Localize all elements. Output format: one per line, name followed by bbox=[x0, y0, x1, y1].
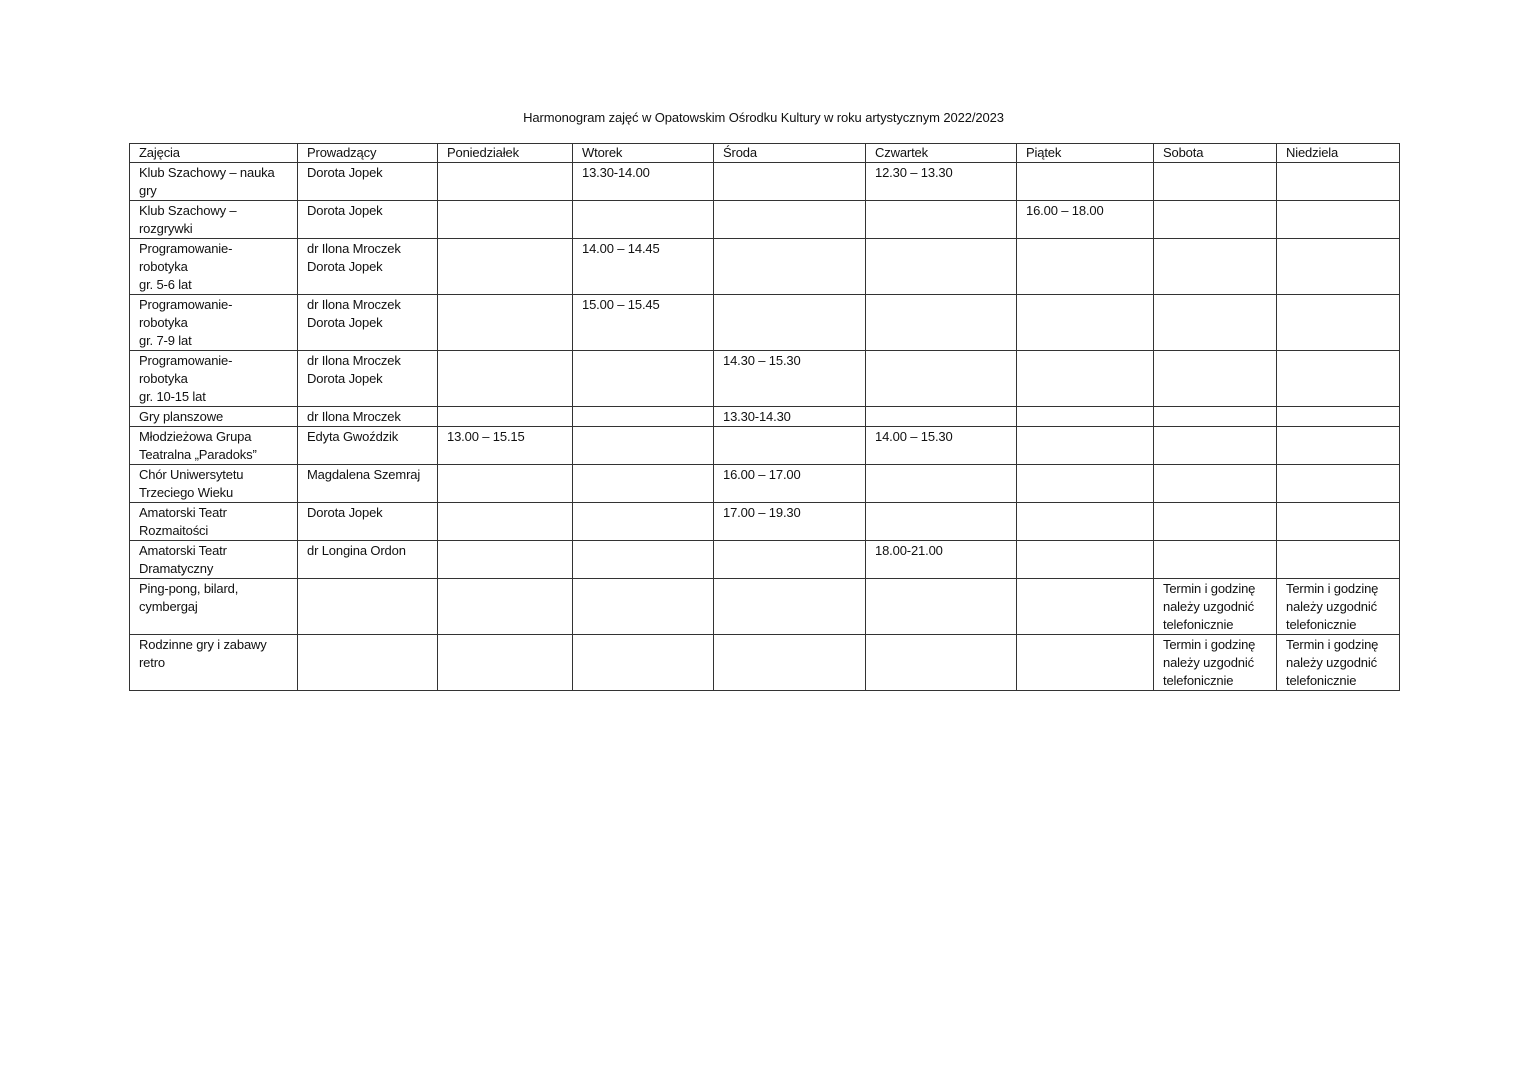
cell-sobota bbox=[1154, 295, 1277, 351]
cell-czwartek bbox=[866, 503, 1017, 541]
cell-sroda bbox=[714, 541, 866, 579]
cell-piatek bbox=[1017, 407, 1154, 427]
cell-poniedzialek bbox=[438, 201, 573, 239]
cell-sobota bbox=[1154, 427, 1277, 465]
cell-niedziela: Termin i godzinę należy uzgodnić telefonicznie bbox=[1277, 635, 1400, 691]
cell-poniedzialek bbox=[438, 295, 573, 351]
table-row bbox=[130, 465, 1400, 503]
cell-sobota bbox=[1154, 351, 1277, 407]
cell-sroda: 13.30-14.30 bbox=[714, 407, 866, 427]
cell-wtorek bbox=[573, 465, 714, 503]
cell-wtorek bbox=[573, 635, 714, 691]
cell-wtorek: 13.30-14.00 bbox=[573, 163, 714, 201]
cell-sobota bbox=[1154, 407, 1277, 427]
cell-czwartek bbox=[866, 239, 1017, 295]
cell-prowadzacy: dr Ilona Mroczek Dorota Jopek bbox=[298, 295, 438, 351]
cell-prowadzacy: Edyta Gwoździk bbox=[298, 427, 438, 465]
table-row bbox=[130, 427, 1400, 465]
cell-piatek bbox=[1017, 503, 1154, 541]
cell-sobota: Termin i godzinę należy uzgodnić telefonicznie bbox=[1154, 635, 1277, 691]
cell-prowadzacy: dr Ilona Mroczek Dorota Jopek bbox=[298, 239, 438, 295]
document-title: Harmonogram zajęć w Opatowskim Ośrodku Kultury w roku artystycznym 2022/2023 bbox=[523, 110, 1004, 125]
cell-niedziela bbox=[1277, 541, 1400, 579]
cell-niedziela bbox=[1277, 295, 1400, 351]
cell-prowadzacy: dr Ilona Mroczek Dorota Jopek bbox=[298, 351, 438, 407]
cell-niedziela bbox=[1277, 503, 1400, 541]
cell-zajecia: Programowanie- robotyka gr. 5-6 lat bbox=[130, 239, 298, 295]
cell-czwartek bbox=[866, 579, 1017, 635]
cell-czwartek: 12.30 – 13.30 bbox=[866, 163, 1017, 201]
cell-czwartek: 18.00-21.00 bbox=[866, 541, 1017, 579]
header-cell-poniedzialek: Poniedziałek bbox=[438, 144, 573, 163]
cell-zajecia: Młodzieżowa Grupa Teatralna „Paradoks” bbox=[130, 427, 298, 465]
header-cell-prowadzacy: Prowadzący bbox=[298, 144, 438, 163]
table-row bbox=[130, 407, 1400, 427]
cell-piatek bbox=[1017, 579, 1154, 635]
cell-niedziela bbox=[1277, 465, 1400, 503]
cell-sobota bbox=[1154, 541, 1277, 579]
cell-piatek bbox=[1017, 163, 1154, 201]
header-cell-piatek: Piątek bbox=[1017, 144, 1154, 163]
cell-piatek bbox=[1017, 295, 1154, 351]
cell-prowadzacy: dr Longina Ordon bbox=[298, 541, 438, 579]
cell-sroda: 17.00 – 19.30 bbox=[714, 503, 866, 541]
cell-sroda bbox=[714, 295, 866, 351]
header-cell-sobota: Sobota bbox=[1154, 144, 1277, 163]
cell-prowadzacy: Dorota Jopek bbox=[298, 503, 438, 541]
table-row bbox=[130, 579, 1400, 635]
cell-piatek bbox=[1017, 351, 1154, 407]
cell-czwartek bbox=[866, 295, 1017, 351]
cell-sroda bbox=[714, 579, 866, 635]
cell-zajecia: Amatorski Teatr Rozmaitości bbox=[130, 503, 298, 541]
header-cell-zajecia: Zajęcia bbox=[130, 144, 298, 163]
cell-sobota bbox=[1154, 239, 1277, 295]
cell-niedziela bbox=[1277, 427, 1400, 465]
cell-niedziela bbox=[1277, 239, 1400, 295]
cell-sroda bbox=[714, 635, 866, 691]
cell-zajecia: Klub Szachowy – rozgrywki bbox=[130, 201, 298, 239]
cell-sroda bbox=[714, 239, 866, 295]
cell-sroda bbox=[714, 201, 866, 239]
cell-sobota bbox=[1154, 163, 1277, 201]
cell-poniedzialek bbox=[438, 351, 573, 407]
schedule-body bbox=[130, 163, 1400, 691]
cell-prowadzacy: Magdalena Szemraj bbox=[298, 465, 438, 503]
cell-prowadzacy bbox=[298, 579, 438, 635]
cell-wtorek bbox=[573, 407, 714, 427]
table-row bbox=[130, 163, 1400, 201]
cell-zajecia: Klub Szachowy – nauka gry bbox=[130, 163, 298, 201]
cell-poniedzialek bbox=[438, 239, 573, 295]
cell-sroda bbox=[714, 427, 866, 465]
header-cell-niedziela: Niedziela bbox=[1277, 144, 1400, 163]
cell-zajecia: Amatorski Teatr Dramatyczny bbox=[130, 541, 298, 579]
cell-piatek bbox=[1017, 635, 1154, 691]
table-row bbox=[130, 503, 1400, 541]
cell-zajecia: Programowanie- robotyka gr. 7-9 lat bbox=[130, 295, 298, 351]
cell-piatek bbox=[1017, 541, 1154, 579]
header-cell-sroda: Środa bbox=[714, 144, 866, 163]
cell-wtorek bbox=[573, 351, 714, 407]
cell-piatek: 16.00 – 18.00 bbox=[1017, 201, 1154, 239]
cell-zajecia: Gry planszowe bbox=[130, 407, 298, 427]
cell-wtorek bbox=[573, 579, 714, 635]
cell-poniedzialek bbox=[438, 465, 573, 503]
cell-wtorek bbox=[573, 541, 714, 579]
cell-sroda bbox=[714, 163, 866, 201]
cell-piatek bbox=[1017, 239, 1154, 295]
cell-prowadzacy: dr Ilona Mroczek bbox=[298, 407, 438, 427]
cell-wtorek: 14.00 – 14.45 bbox=[573, 239, 714, 295]
cell-poniedzialek bbox=[438, 407, 573, 427]
cell-poniedzialek: 13.00 – 15.15 bbox=[438, 427, 573, 465]
cell-prowadzacy: Dorota Jopek bbox=[298, 201, 438, 239]
table-row bbox=[130, 351, 1400, 407]
cell-zajecia: Programowanie- robotyka gr. 10-15 lat bbox=[130, 351, 298, 407]
cell-zajecia: Ping-pong, bilard, cymbergaj bbox=[130, 579, 298, 635]
cell-wtorek bbox=[573, 503, 714, 541]
cell-czwartek bbox=[866, 201, 1017, 239]
cell-poniedzialek bbox=[438, 541, 573, 579]
cell-wtorek: 15.00 – 15.45 bbox=[573, 295, 714, 351]
header-cell-wtorek: Wtorek bbox=[573, 144, 714, 163]
cell-sroda: 14.30 – 15.30 bbox=[714, 351, 866, 407]
cell-sobota bbox=[1154, 201, 1277, 239]
cell-sobota bbox=[1154, 503, 1277, 541]
cell-prowadzacy bbox=[298, 635, 438, 691]
cell-niedziela bbox=[1277, 351, 1400, 407]
schedule-table bbox=[129, 143, 1400, 691]
cell-zajecia: Chór Uniwersytetu Trzeciego Wieku bbox=[130, 465, 298, 503]
cell-czwartek bbox=[866, 351, 1017, 407]
header-cell-czwartek: Czwartek bbox=[866, 144, 1017, 163]
table-row bbox=[130, 239, 1400, 295]
table-row bbox=[130, 541, 1400, 579]
cell-poniedzialek bbox=[438, 163, 573, 201]
table-row bbox=[130, 635, 1400, 691]
cell-zajecia: Rodzinne gry i zabawy retro bbox=[130, 635, 298, 691]
cell-niedziela: Termin i godzinę należy uzgodnić telefonicznie bbox=[1277, 579, 1400, 635]
cell-sroda: 16.00 – 17.00 bbox=[714, 465, 866, 503]
header-row bbox=[130, 144, 1400, 163]
cell-piatek bbox=[1017, 465, 1154, 503]
cell-niedziela bbox=[1277, 163, 1400, 201]
cell-poniedzialek bbox=[438, 635, 573, 691]
cell-wtorek bbox=[573, 201, 714, 239]
cell-poniedzialek bbox=[438, 503, 573, 541]
table-row bbox=[130, 201, 1400, 239]
cell-sobota bbox=[1154, 465, 1277, 503]
cell-wtorek bbox=[573, 427, 714, 465]
cell-sobota: Termin i godzinę należy uzgodnić telefonicznie bbox=[1154, 579, 1277, 635]
cell-czwartek bbox=[866, 407, 1017, 427]
cell-niedziela bbox=[1277, 201, 1400, 239]
cell-piatek bbox=[1017, 427, 1154, 465]
cell-czwartek bbox=[866, 635, 1017, 691]
cell-czwartek bbox=[866, 465, 1017, 503]
table-row bbox=[130, 295, 1400, 351]
cell-prowadzacy: Dorota Jopek bbox=[298, 163, 438, 201]
cell-czwartek: 14.00 – 15.30 bbox=[866, 427, 1017, 465]
cell-niedziela bbox=[1277, 407, 1400, 427]
cell-poniedzialek bbox=[438, 579, 573, 635]
